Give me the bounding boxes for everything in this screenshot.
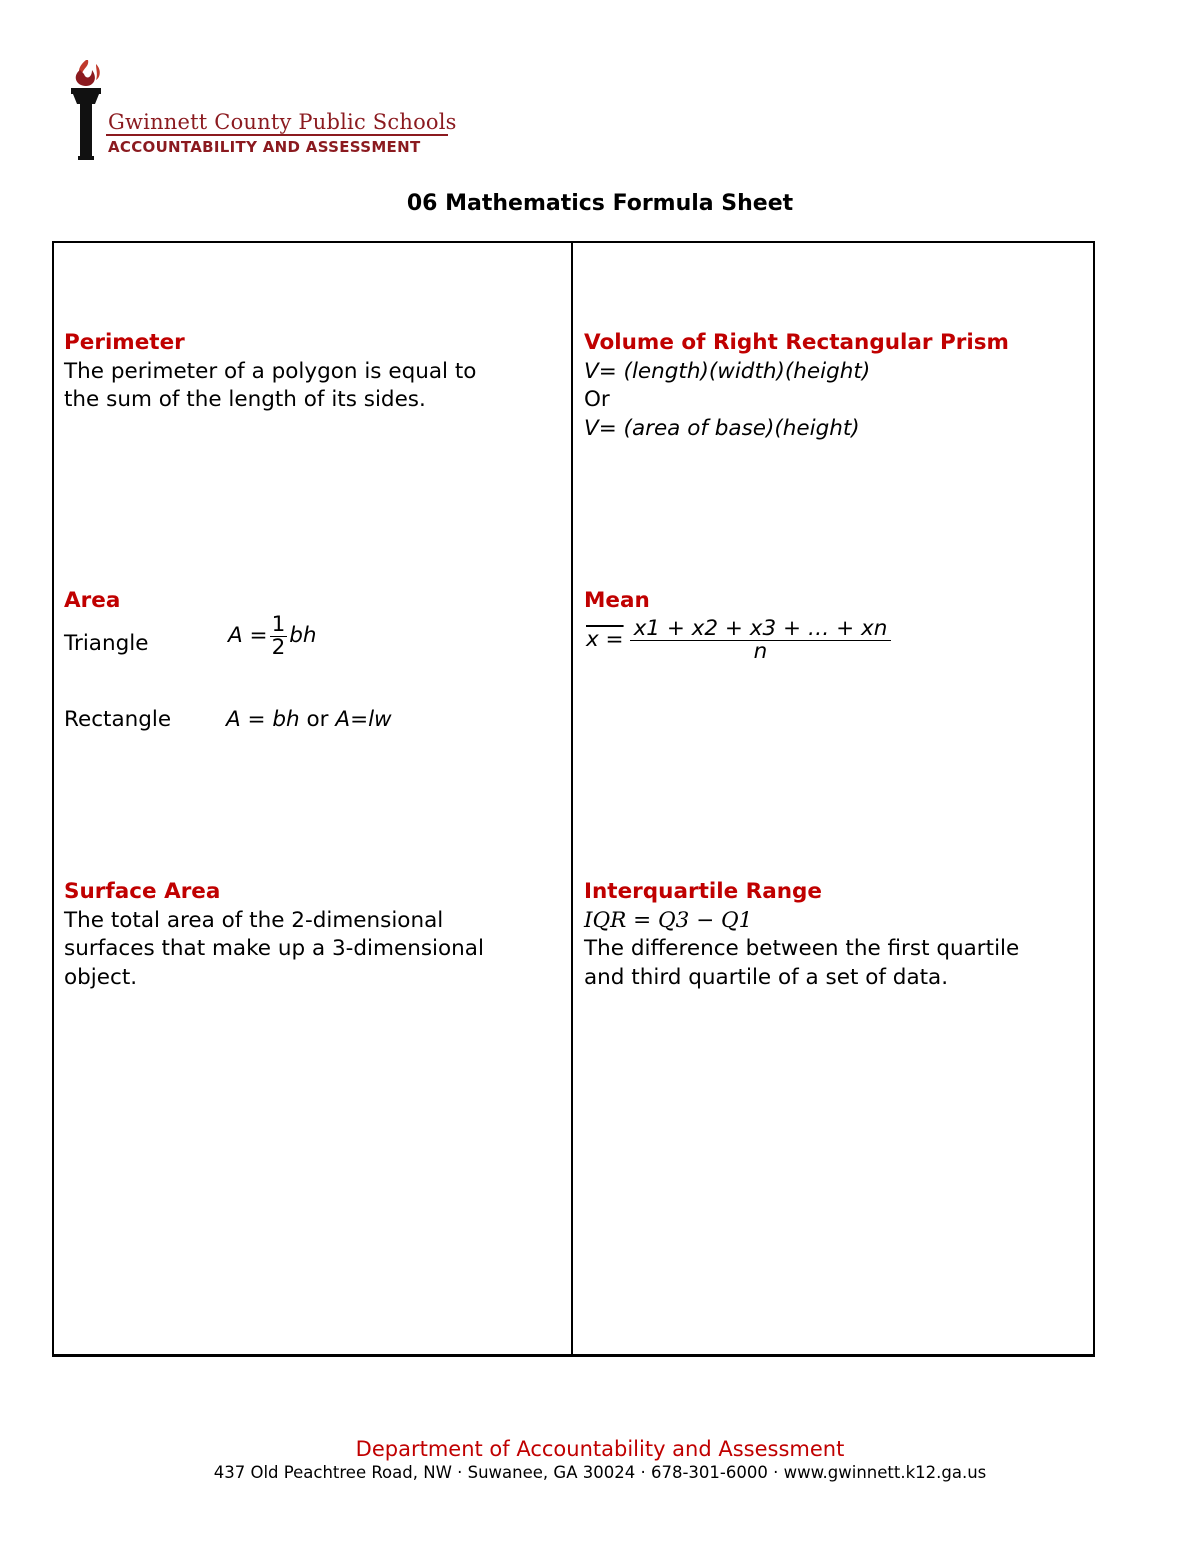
triangle-formula [228,614,317,659]
footer-address: 437 Old Peachtree Road, NW · Suwanee, GA 30024 · 678-301-6000 · www.gwinnett.k12.ga.us [213,1463,987,1482]
rectangle-formula [226,706,392,735]
mean-lhs: x = [586,627,624,653]
page-title: 06 Mathematics Formula Sheet [406,191,794,216]
volume-heading: Volume of Right Rectangular Prism [584,330,1009,355]
triangle-numerator: 1 [271,612,286,637]
surface-area-cell [64,878,484,992]
rectangle-formula-2: A=lw [335,707,392,732]
iqr-line-2: and third quartile of a set of data. [584,964,949,990]
mean-formula [586,618,891,663]
triangle-fraction [270,614,288,659]
perimeter-line-1: The perimeter of a polygon is equal to [64,358,477,384]
volume-formula-2: V= (area of base)(height) [584,415,860,441]
iqr-cell [584,878,1019,992]
volume-formula-1: V= (length)(width)(height) [584,358,871,384]
mean-fraction [630,618,892,663]
triangle-denominator: 2 [271,635,286,660]
triangle-lhs: A = [228,623,268,649]
perimeter-heading: Perimeter [64,330,185,355]
area-cell [64,587,120,616]
mean-heading: Mean [584,588,650,613]
org-division: ACCOUNTABILITY AND ASSESSMENT [108,138,421,156]
triangle-rhs: bh [289,623,317,649]
perimeter-line-2: the sum of the length of its sides. [64,387,426,412]
column-divider [571,241,573,1357]
rectangle-formula-1: A = bh [226,707,300,732]
volume-cell [584,329,1009,443]
surface-area-heading: Surface Area [64,879,221,904]
iqr-line-1: The difference between the first quartile [584,936,1020,961]
mean-numerator: x1 + x2 + x3 + … + xn [630,618,892,641]
org-name: Gwinnett County Public Schools [108,110,457,134]
mean-cell [584,587,650,616]
footer-department: Department of Accountability and Assessment [355,1437,845,1461]
torch-icon [62,58,110,162]
area-heading: Area [64,588,121,613]
mean-denominator: n [753,639,768,664]
perimeter-cell [64,329,476,415]
rectangle-label: Rectangle [64,707,172,732]
iqr-heading: Interquartile Range [584,879,823,904]
surface-area-line-2: surfaces that make up a 3-dimensional [64,936,484,961]
volume-or: Or [584,387,610,412]
surface-area-line-1: The total area of the 2-dimensional [64,907,444,933]
rectangle-or: or [306,707,329,732]
logo-rule [106,134,448,136]
surface-area-line-3: object. [64,964,138,990]
iqr-formula: IQR = Q3 − Q1 [584,907,753,933]
triangle-label: Triangle [64,631,149,656]
